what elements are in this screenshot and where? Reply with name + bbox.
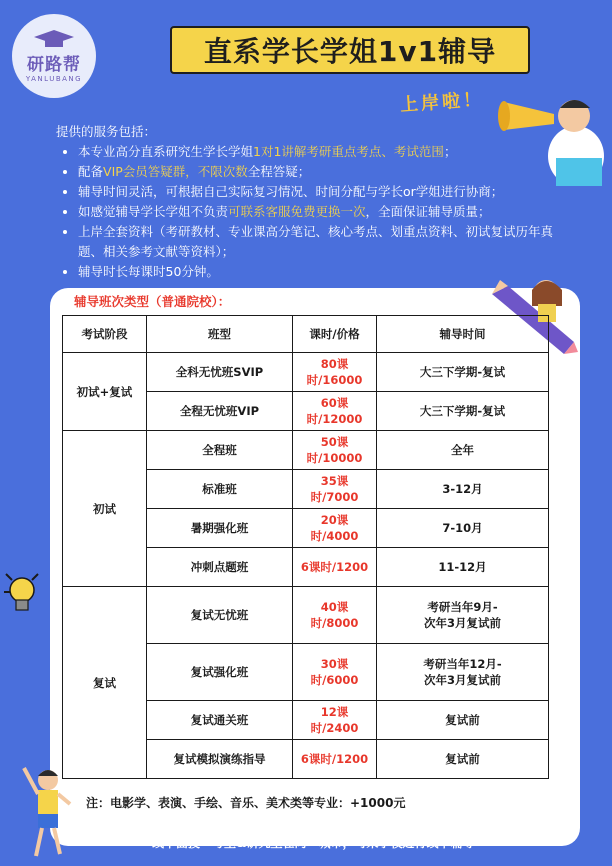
time-cell: 考研当年12月- 次年3月复试前 [377, 644, 549, 701]
time-cell: 复试前 [377, 740, 549, 779]
price-cell: 80课时/16000 [293, 353, 377, 392]
service-item: • 辅导时间灵活，可根据自己实际复习情况、时间分配与学长or学姐进行协商； [78, 182, 562, 202]
brand-logo [12, 14, 96, 98]
page-title: 直系学长学姐1v1辅导 [170, 26, 530, 74]
class-type-cell: 标准班 [147, 470, 293, 509]
price-cell: 30课时/6000 [293, 644, 377, 701]
class-type-cell: 全科无忧班SVIP [147, 353, 293, 392]
price-cell: 60课时/12000 [293, 392, 377, 431]
class-type-cell: 复试无忧班 [147, 587, 293, 644]
graduation-cap-icon [34, 30, 74, 48]
services-heading: 提供的服务包括： [56, 124, 157, 139]
service-item: • 上岸全套资料（考研教材、专业课高分笔记、核心考点、划重点资料、初试复试历年真题、相关参考文献等资料）； [78, 222, 562, 262]
time-cell: 大三下学期-复试 [377, 353, 549, 392]
stage-cell: 初试+复试 [63, 353, 147, 431]
services-section [52, 122, 562, 282]
time-cell: 11-12月 [377, 548, 549, 587]
jumping-boy-illustration [14, 758, 76, 862]
table-row [63, 431, 549, 470]
notes-section [86, 793, 474, 853]
stage-cell: 复试 [63, 587, 147, 779]
time-cell: 全年 [377, 431, 549, 470]
time-cell: 7-10月 [377, 509, 549, 548]
header-cell: 课时/价格 [293, 316, 377, 353]
price-cell: 6课时/1200 [293, 740, 377, 779]
class-type-cell: 全程班 [147, 431, 293, 470]
service-item: • 辅导时长每课时50分钟。 [78, 262, 562, 282]
class-type-cell: 暑期强化班 [147, 509, 293, 548]
class-type-cell: 复试通关班 [147, 701, 293, 740]
price-cell: 50课时/10000 [293, 431, 377, 470]
note-teaching-online: 授课方式：线上直播—腾讯会议、钉钉 [86, 816, 291, 830]
price-cell: 12课时/2400 [293, 701, 377, 740]
time-cell: 大三下学期-复试 [377, 392, 549, 431]
services-list [52, 142, 562, 282]
price-cell: 35课时/7000 [293, 470, 377, 509]
header-cell: 考试阶段 [63, 316, 147, 353]
time-cell: 复试前 [377, 701, 549, 740]
class-type-cell: 复试模拟演练指导 [147, 740, 293, 779]
note-teaching-offline: 线下面授—考生&研究生在同一城市，可来学校进行线下辅导 [152, 836, 475, 850]
class-type-cell: 全程无忧班VIP [147, 392, 293, 431]
time-cell: 3-12月 [377, 470, 549, 509]
time-cell: 考研当年9月- 次年3月复试前 [377, 587, 549, 644]
price-cell: 40课时/8000 [293, 587, 377, 644]
table-row [63, 353, 549, 392]
header-cell: 辅导时间 [377, 316, 549, 353]
service-item: • 本专业高分直系研究生学长学姐1对1讲解考研重点考点、考试范围； [78, 142, 562, 162]
pricing-table [62, 315, 549, 779]
stage-cell: 初试 [63, 431, 147, 587]
table-row [63, 587, 549, 644]
price-cell: 20课时/4000 [293, 509, 377, 548]
header-cell: 班型 [147, 316, 293, 353]
table-caption: 辅导班次类型（普通院校）： [74, 294, 231, 309]
note-extra-fee: 注：电影学、表演、手绘、音乐、美术类等专业：+1000元 [86, 796, 406, 810]
logo-text: 研路帮 [27, 54, 81, 75]
class-type-cell: 复试强化班 [147, 644, 293, 701]
logo-subtext: YANLUBANG [25, 74, 83, 83]
table-header-row [63, 316, 549, 353]
class-type-cell: 冲刺点题班 [147, 548, 293, 587]
lightbulb-icon [2, 566, 46, 618]
price-cell: 6课时/1200 [293, 548, 377, 587]
service-item: • 配备VIP会员答疑群，不限次数全程答疑； [78, 162, 562, 182]
slogan: 上岸啦！ [399, 89, 485, 116]
service-item: • 如感觉辅导学长学姐不负责可联系客服免费更换一次，全面保证辅导质量； [78, 202, 562, 222]
